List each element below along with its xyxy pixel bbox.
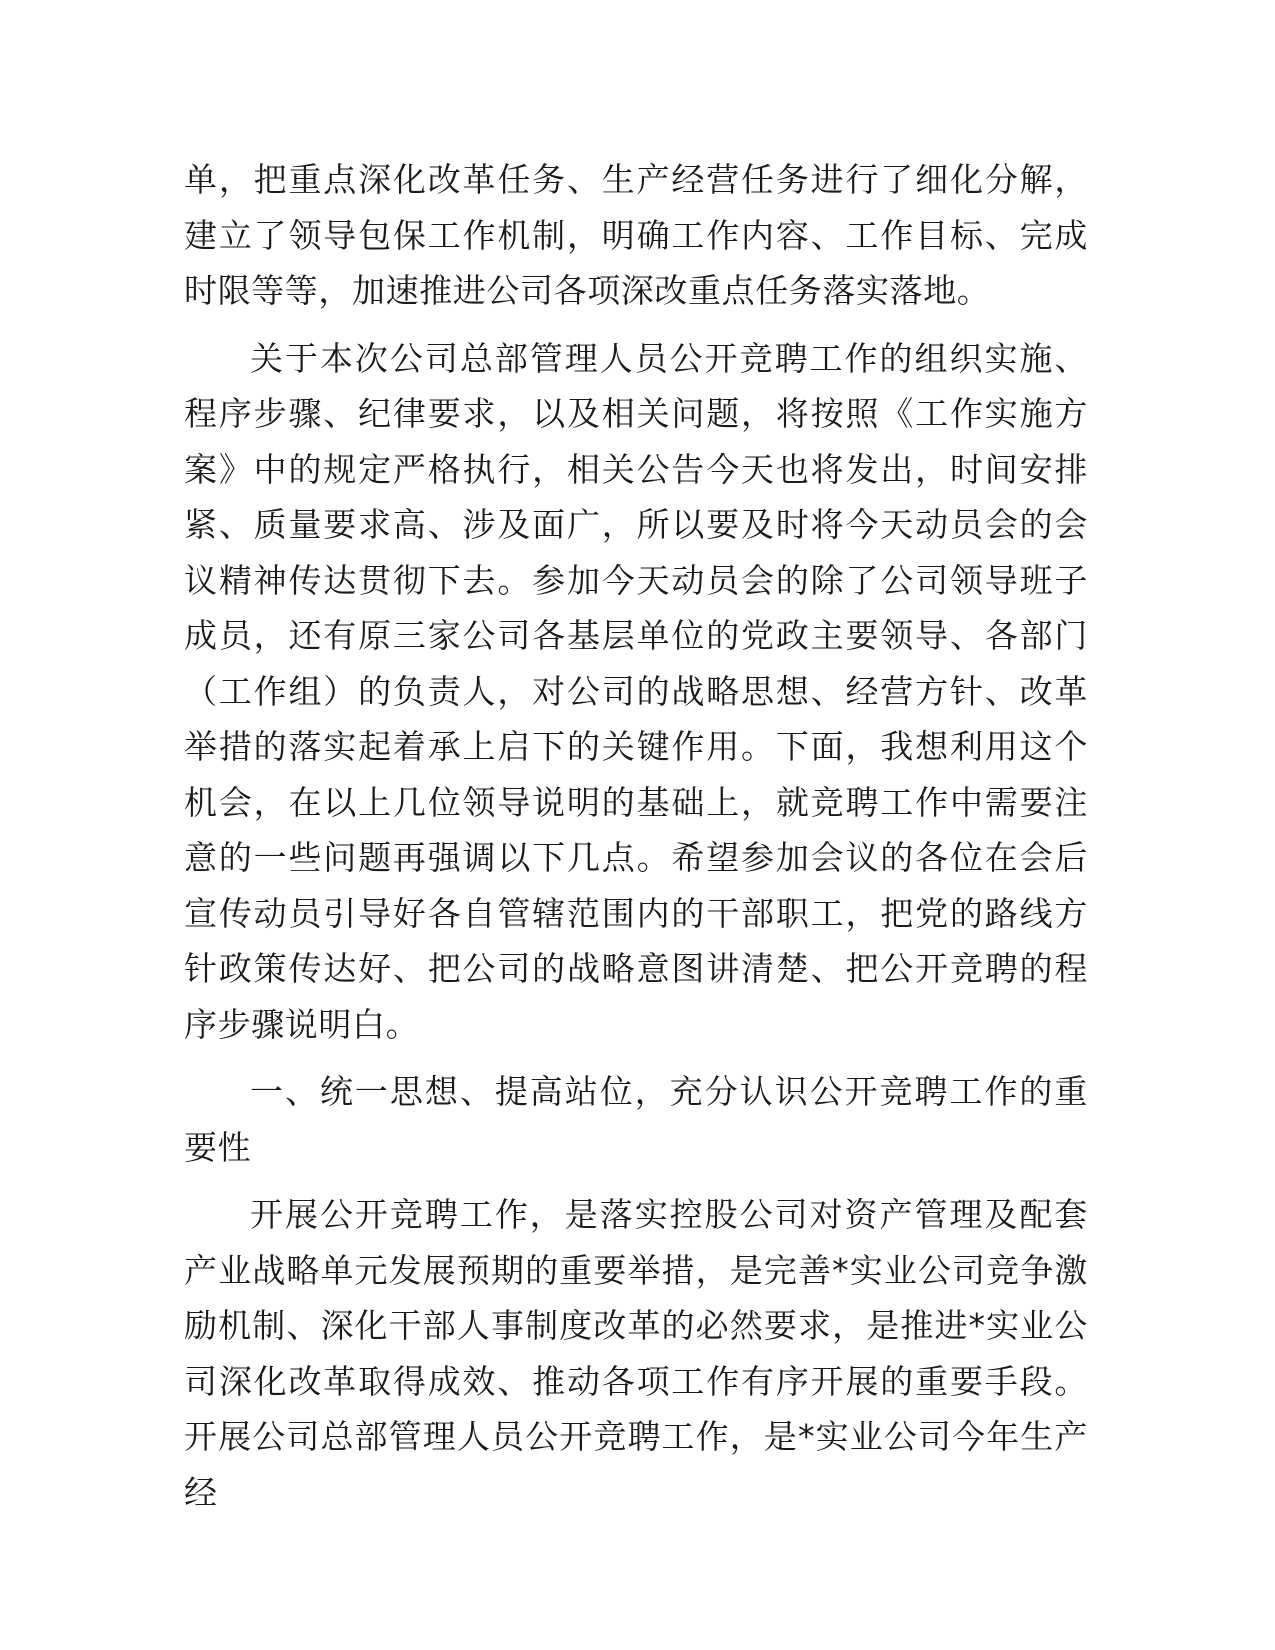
paragraph-continuation: 单，把重点深化改革任务、生产经营任务进行了细化分解，建立了领导包保工作机制，明确工作内容、工作目标、完成时限等等，加速推进公司各项深改重点任务落实落地。 xyxy=(184,160,1088,310)
document-body xyxy=(184,152,1088,1532)
paragraph-recruitment-procedure: 关于本次公司总部管理人员公开竞聘工作的组织实施、程序步骤、纪律要求，以及相关问题，将按照《工作实施方案》中的规定严格执行，相关公告今天也将发出，时间安排紧、质量要求高、涉及面广，所以要及时将今天动员会的会议精神传达贯彻下去。参加今天动员会的除了公司领导班子成员，还有原三家公司各基层单位的党政主要领导、各部门（工作组）的负责人，对公司的战略思想、经营方针、改革举措的落实起着承上启下的关键作用。下面，我想利用这个机会，在以上几位领导说明的基础上，就竞聘工作中需要注意的一些问题再强调以下几点。希望参加会议的各位在会后宣传动员引导好各自管辖范围内的干部职工，把党的路线方针政策传达好、把公司的战略意图讲清楚、把公开竞聘的程序步骤说明白。 xyxy=(184,338,1088,1044)
paragraph-importance: 开展公开竞聘工作，是落实控股公司对资产管理及配套产业战略单元发展预期的重要举措，是完善*实业公司竞争激励机制、深化干部人事制度改革的必然要求，是推进*实业公司深化改革取得成效、推动各项工作有序开展的重要手段。开展公司总部管理人员公开竞聘工作，是*实业公司今年生产经 xyxy=(184,1195,1088,1512)
section-heading-1: 一、统一思想、提高站位，充分认识公开竞聘工作的重要性 xyxy=(184,1072,1088,1167)
